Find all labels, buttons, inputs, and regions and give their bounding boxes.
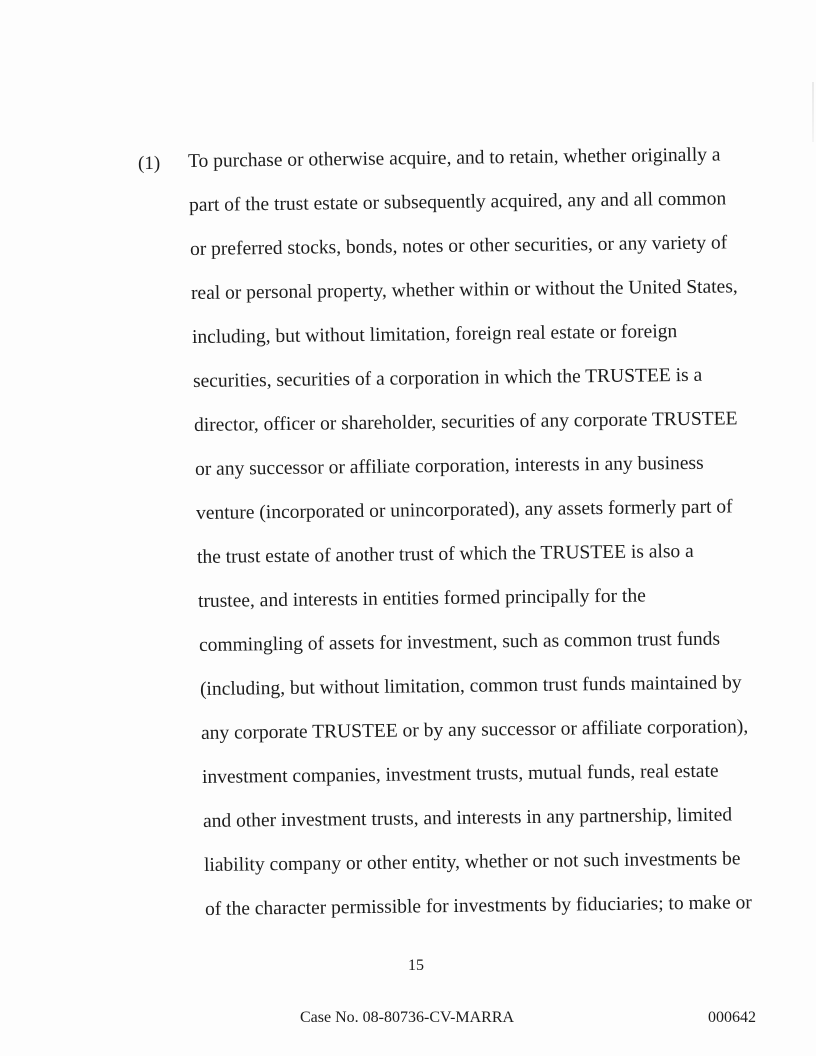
footer-case-number: Case No. 08-80736-CV-MARRA xyxy=(300,1009,515,1026)
footer-bates-number: 000642 xyxy=(708,1009,756,1026)
paragraph-line-15: investment companies, investment trusts, mutual funds, real estate xyxy=(201,760,719,788)
page-number: 15 xyxy=(408,957,424,974)
paragraph-number: (1) xyxy=(138,153,161,174)
paragraph-line-3: or preferred stocks, bonds, notes or other securities, or any variety of xyxy=(189,232,728,260)
paragraph-line-4: real or personal property, whether within or without the United States, xyxy=(190,276,738,304)
paragraph-line-14: any corporate TRUSTEE or by any successor or affiliate corporation), xyxy=(200,716,749,744)
paragraph-line-13: (including, but without limitation, common trust funds maintained by xyxy=(199,672,742,700)
paragraph-line-7: director, officer or shareholder, securities of any corporate TRUSTEE xyxy=(193,408,738,436)
paragraph-line-11: trustee, and interests in entities formed principally for the xyxy=(197,585,646,612)
paragraph-line-6: securities, securities of a corporation in which the TRUSTEE is a xyxy=(192,364,703,392)
paragraph-line-16: and other investment trusts, and interests in any partnership, limited xyxy=(202,804,733,832)
paragraph-line-2: part of the trust estate or subsequently acquired, any and all common xyxy=(188,188,727,216)
scan-artifact xyxy=(812,82,814,142)
paragraph-line-10: the trust estate of another trust of which the TRUSTEE is also a xyxy=(196,540,694,568)
paragraph-line-17: liability company or other entity, whether or not such investments be xyxy=(203,848,741,876)
paragraph-line-1: To purchase or otherwise acquire, and to retain, whether originally a xyxy=(187,144,721,172)
paragraph-line-8: or any successor or affiliate corporation, interests in any business xyxy=(194,452,704,480)
paragraph-line-18: of the character permissible for investments by fiduciaries; to make or xyxy=(204,892,752,920)
paragraph-line-5: including, but without limitation, foreign real estate or foreign xyxy=(191,321,678,348)
paragraph-line-12: commingling of assets for investment, such as common trust funds xyxy=(198,628,721,656)
paragraph-line-9: venture (incorporated or unincorporated), any assets formerly part of xyxy=(195,496,733,524)
